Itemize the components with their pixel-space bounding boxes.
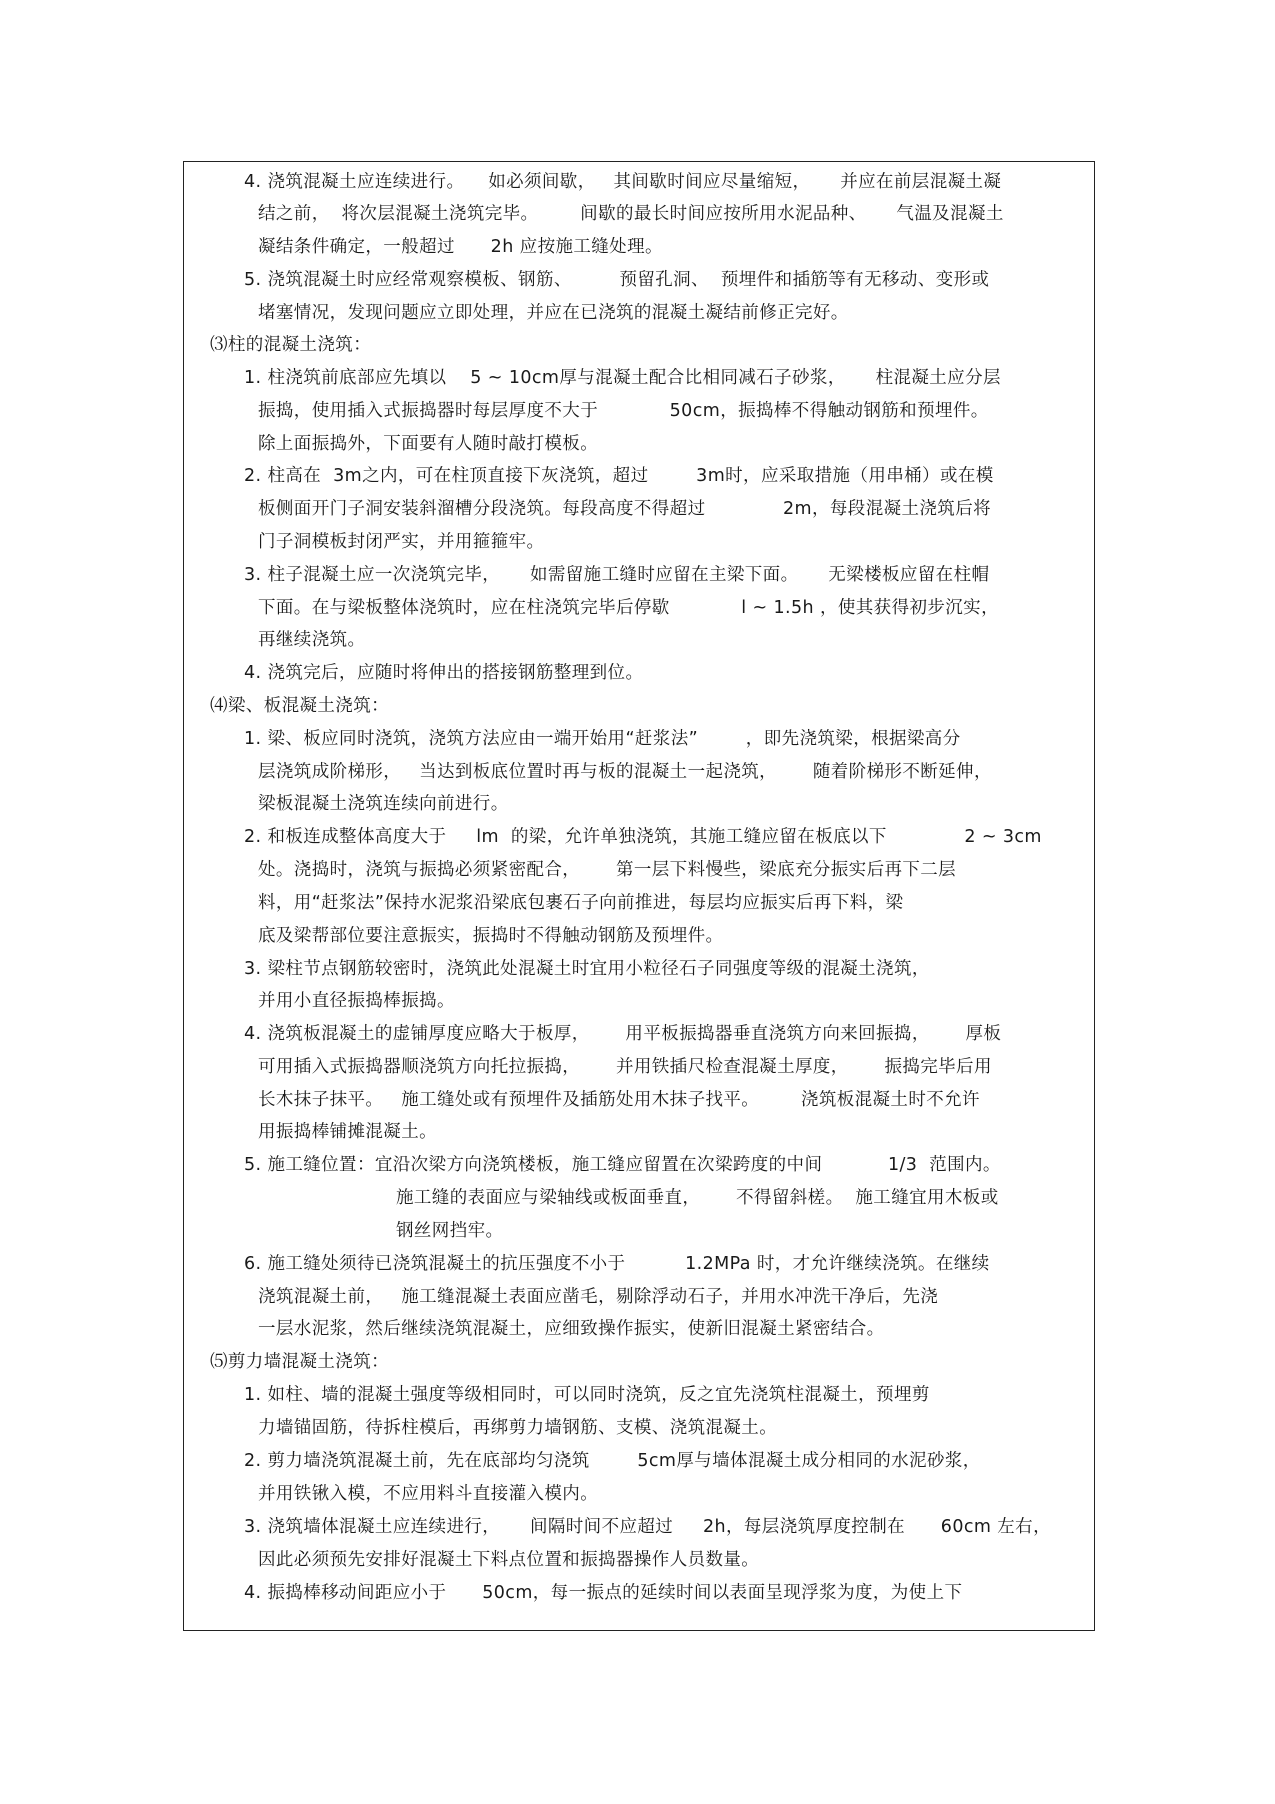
text-line: 可用插入式振捣器顺浇筑方向托拉振捣， 并用铁插尺检查混凝土厚度， 振捣完毕后用 <box>258 1057 992 1077</box>
text-line: 堵塞情况，发现问题应立即处理，并应在已浇筑的混凝土凝结前修正完好。 <box>258 303 849 323</box>
text-line: 处。浇捣时，浇筑与振捣必须紧密配合， 第一层下料慢些，梁底充分振实后再下二层 <box>258 860 957 880</box>
text-line: 一层水泥浆，然后继续浇筑混凝土，应细致操作振实，使新旧混凝土紧密结合。 <box>258 1319 885 1339</box>
text-line: 3. 柱子混凝土应一次浇筑完毕， 如需留施工缝时应留在主梁下面。 无梁楼板应留在柱帽 <box>244 565 990 585</box>
text-line: 门子洞模板封闭严实，并用箍箍牢。 <box>258 532 545 552</box>
text-line: 3. 梁柱节点钢筋较密时，浇筑此处混凝土时宜用小粒径石子同强度等级的混凝土浇筑， <box>244 959 930 979</box>
text-line: ⑸剪力墙混凝土浇筑： <box>210 1352 389 1372</box>
text-line: 料，用“赶浆法”保持水泥浆沿梁底包裹石子向前推进，每层均应振实后再下料，梁 <box>258 893 904 913</box>
text-line: 1. 如柱、墙的混凝土强度等级相同时，可以同时浇筑，反之宜先浇筑柱混凝土，预埋剪 <box>244 1385 930 1405</box>
text-line: 4. 振捣棒移动间距应小于 50cm，每一振点的延续时间以表面呈现浮浆为度，为使上下 <box>244 1583 963 1603</box>
text-line: 并用铁锹入模，不应用料斗直接灌入模内。 <box>258 1484 599 1504</box>
text-line: 并用小直径振捣棒振捣。 <box>258 991 455 1011</box>
text-line: 除上面振捣外，下面要有人随时敲打模板。 <box>258 434 599 454</box>
text-line: 再继续浇筑。 <box>258 630 366 650</box>
text-line: 力墙锚固筋，待拆柱模后，再绑剪力墙钢筋、支模、浇筑混凝土。 <box>258 1418 778 1438</box>
text-line: 5. 施工缝位置：宜沿次梁方向浇筑楼板，施工缝应留置在次梁跨度的中间 1/3 范围内。 <box>244 1155 1001 1175</box>
text-line: ⑶柱的混凝土浇筑： <box>210 335 372 355</box>
text-line: 1. 梁、板应同时浇筑，浇筑方法应由一端开始用“赶浆法” ，即先浇筑梁，根据梁高分 <box>244 729 961 749</box>
text-line: ⑷梁、板混凝土浇筑： <box>210 696 389 716</box>
text-line: 板侧面开门子洞安装斜溜槽分段浇筑。每段高度不得超过 2m，每段混凝土浇筑后将 <box>258 499 991 519</box>
text-line: 2. 剪力墙浇筑混凝土前，先在底部均匀浇筑 5cm厚与墙体混凝土成分相同的水泥砂浆， <box>244 1451 981 1471</box>
text-line: 钢丝网挡牢。 <box>396 1221 504 1241</box>
text-line: 施工缝的表面应与梁轴线或板面垂直， 不得留斜槎。 施工缝宜用木板或 <box>396 1188 999 1208</box>
content-table-frame <box>183 161 1095 1631</box>
text-line: 2. 和板连成整体高度大于 lm 的梁，允许单独浇筑，其施工缝应留在板底以下 2 ~ 3cm <box>244 827 1042 847</box>
text-line: 因此必须预先安排好混凝土下料点位置和振捣器操作人员数量。 <box>258 1550 760 1570</box>
text-line: 凝结条件确定，一般超过 2h 应按施工缝处理。 <box>258 237 663 257</box>
text-line: 梁板混凝土浇筑连续向前进行。 <box>258 794 509 814</box>
text-line: 4. 浇筑混凝土应连续进行。 如必须间歇， 其间歇时间应尽量缩短， 并应在前层混凝土凝 <box>244 172 1002 192</box>
text-line: 底及梁帮部位要注意振实，振捣时不得触动钢筋及预埋件。 <box>258 926 724 946</box>
text-line: 结之前， 将次层混凝土浇筑完毕。 间歇的最长时间应按所用水泥品种、 气温及混凝土 <box>258 204 1004 224</box>
text-line: 振捣，使用插入式振捣器时每层厚度不大于 50cm，振捣棒不得触动钢筋和预埋件。 <box>258 401 989 421</box>
text-line: 下面。在与梁板整体浇筑时，应在柱浇筑完毕后停歇 l ~ 1.5h ，使其获得初步沉实， <box>258 598 999 618</box>
text-line: 1. 柱浇筑前底部应先填以 5 ~ 10cm厚与混凝土配合比相同减石子砂浆， 柱混凝土应分层 <box>244 368 1001 388</box>
text-line: 6. 施工缝处须待已浇筑混凝土的抗压强度不小于 1.2MPa 时，才允许继续浇筑。在继续 <box>244 1254 990 1274</box>
text-line: 长木抹子抹平。 施工缝处或有预埋件及插筋处用木抹子找平。 浇筑板混凝土时不允许 <box>258 1090 980 1110</box>
text-line: 2. 柱高在 3m之内，可在柱顶直接下灰浇筑，超过 3m时，应采取措施（用串桶）或在模 <box>244 466 994 486</box>
text-line: 4. 浇筑板混凝土的虚铺厚度应略大于板厚， 用平板振捣器垂直浇筑方向来回振捣， 厚板 <box>244 1024 1002 1044</box>
text-line: 浇筑混凝土前， 施工缝混凝土表面应凿毛，剔除浮动石子，并用水冲洗干净后，先浇 <box>258 1287 939 1307</box>
text-line: 用振捣棒铺摊混凝土。 <box>258 1122 437 1142</box>
text-line: 层浇筑成阶梯形， 当达到板底位置时再与板的混凝土一起浇筑， 随着阶梯形不断延伸， <box>258 762 992 782</box>
text-line: 3. 浇筑墙体混凝土应连续进行， 间隔时间不应超过 2h，每层浇筑厚度控制在 60cm 左右， <box>244 1517 1051 1537</box>
text-line: 5. 浇筑混凝土时应经常观察模板、钢筋、 预留孔洞、 预埋件和插筋等有无移动、变形或 <box>244 270 990 290</box>
text-line: 4. 浇筑完后，应随时将伸出的搭接钢筋整理到位。 <box>244 663 644 683</box>
